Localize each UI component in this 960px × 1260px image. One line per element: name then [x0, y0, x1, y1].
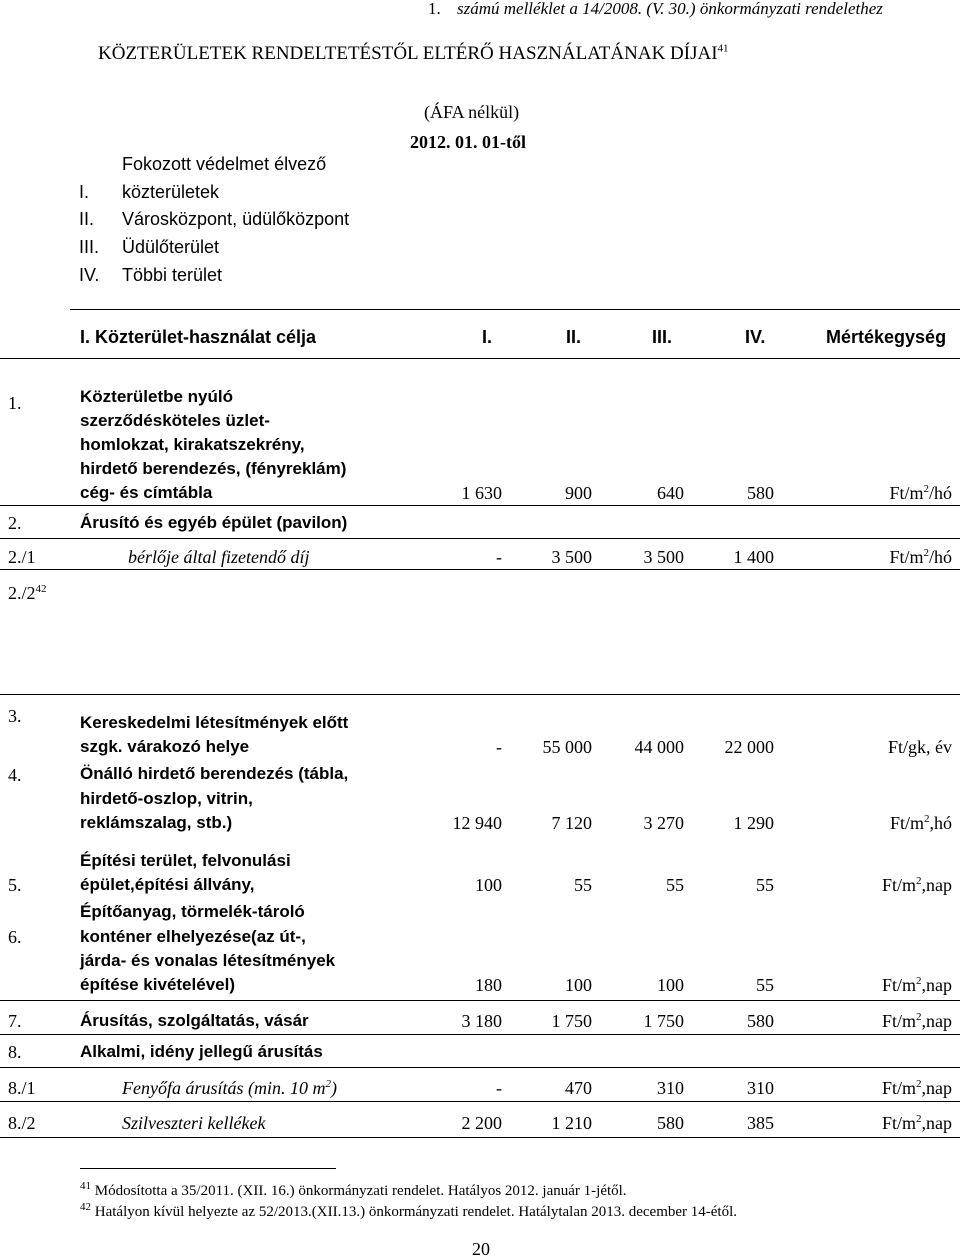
- row-rule: [0, 569, 960, 570]
- row-label: reklámszalag, stb.): [80, 813, 233, 832]
- row-number: $2./2^{42}$: [8, 583, 47, 603]
- row-label: építése kivételével): [80, 975, 235, 994]
- row-number: 5.: [8, 875, 22, 895]
- vat-note: (ÁFA nélkül): [424, 102, 520, 122]
- value-cat-iv: 1 290: [733, 813, 774, 833]
- col-header-purpose: I. Közterület-használat célja: [80, 327, 317, 347]
- value-cat-iv: 385: [747, 1113, 774, 1133]
- col-header-i: I.: [482, 327, 493, 347]
- value-cat-i: 12 940: [452, 813, 502, 833]
- value-cat-ii: 1 210: [551, 1113, 592, 1133]
- value-cat-iv: 1 400: [733, 547, 774, 567]
- value-cat-ii: 100: [565, 975, 592, 995]
- value-cat-i: -: [496, 1078, 502, 1098]
- value-cat-iii: 100: [657, 975, 684, 995]
- col-header-ii: II.: [566, 327, 582, 347]
- category-label: közterületek: [122, 182, 220, 202]
- footnote-42: $^{42}$ Hatályon kívül helyezte az 52/2013.(XII.13.) önkormányzati rendelet. Hatálytalan 2013. december 14-étől.: [80, 1201, 738, 1220]
- page-number: 20: [472, 1239, 490, 1259]
- document-title: KÖZTERÜLETEK RENDELTETÉSTŐL ELTÉRŐ HASZNÁLATÁNAK DÍJAI$^{41}$: [98, 42, 729, 64]
- col-header-iii: III.: [652, 327, 673, 347]
- value-cat-ii: 1 750: [551, 1011, 592, 1031]
- value-cat-ii: 3 500: [551, 547, 592, 567]
- row-label: homlokzat, kirakatszekrény,: [80, 435, 305, 454]
- row-label: Építési terület, felvonulási: [80, 851, 291, 870]
- row-number: 8./1: [8, 1078, 36, 1098]
- value-cat-iv: 55: [756, 975, 774, 995]
- annex-number: 1.: [428, 0, 441, 18]
- row-label: Szilveszteri kellékek: [122, 1113, 266, 1133]
- annex-text: számú melléklet a 14/2008. (V. 30.) önkormányzati rendelethez: [457, 0, 883, 18]
- row-number: 7.: [8, 1011, 22, 1031]
- row-number: 4.: [8, 765, 22, 785]
- row-label: cég- és címtábla: [80, 483, 213, 502]
- footnote-ref-41: 41: [717, 42, 729, 55]
- category-num: I.: [79, 182, 90, 202]
- row-label: szerződésköteles üzlet-: [80, 411, 270, 430]
- row-rule: [0, 1000, 960, 1001]
- value-cat-iii: 44 000: [634, 737, 684, 757]
- row-rule: [0, 1034, 960, 1035]
- value-cat-iv: 580: [747, 483, 774, 503]
- row-rule: [0, 538, 960, 539]
- unit: $Ft/m^2,nap$: [881, 1011, 952, 1031]
- unit: Ft/gk, év: [887, 737, 952, 757]
- row-label: Alkalmi, idény jellegű árusítás: [80, 1042, 323, 1061]
- value-cat-i: 1 630: [461, 483, 502, 503]
- annex-reference: [428, 0, 883, 20]
- value-cat-i: 100: [475, 875, 502, 895]
- value-cat-iii: 310: [657, 1078, 684, 1098]
- row-number: 8./2: [8, 1113, 36, 1133]
- unit: $Ft/m^2,nap$: [881, 1078, 952, 1098]
- row-label: Közterületbe nyúló: [80, 387, 234, 406]
- row-rule: [0, 1067, 960, 1068]
- value-cat-ii: 55 000: [542, 737, 592, 757]
- row-label: konténer elhelyezése(az út-,: [80, 927, 306, 946]
- unit: $Ft/m^2/hó$: [889, 547, 952, 567]
- unit: $Ft/m^2,hó$: [889, 813, 952, 833]
- row-label: Önálló hirdető berendezés (tábla,: [80, 764, 349, 783]
- row-label: hirdető berendezés, (fényreklám): [80, 459, 347, 478]
- row-label: Árusítás, szolgáltatás, vásár: [80, 1011, 309, 1030]
- unit: $Ft/m^2,nap$: [881, 875, 952, 895]
- row-label: Kereskedelmi létesítmények előtt: [80, 713, 349, 732]
- row-label: bérlője által fizetendő díj: [128, 547, 310, 567]
- unit: $Ft/m^2,nap$: [881, 1113, 952, 1133]
- value-cat-iii: 55: [666, 875, 684, 895]
- category-label: Városközpont, üdülőközpont: [122, 209, 350, 229]
- value-cat-i: 2 200: [461, 1113, 502, 1133]
- value-cat-iii: 3 500: [643, 547, 684, 567]
- row-label: szgk. várakozó helye: [80, 737, 250, 756]
- category-num: III.: [79, 237, 100, 257]
- row-label: Építőanyag, törmelék-tároló: [80, 902, 305, 921]
- col-header-unit: Mértékegység: [826, 327, 947, 347]
- category-label: Fokozott védelmet élvező: [122, 154, 327, 174]
- row-number: 6.: [8, 927, 22, 947]
- value-cat-ii: 55: [574, 875, 592, 895]
- value-cat-i: -: [496, 547, 502, 567]
- footnote-41: $^{41}$ Módosította a 35/2011. (XII. 16.) önkormányzati rendelet. Hatályos 2012. január 1-jétől.: [80, 1180, 627, 1199]
- value-cat-iv: 580: [747, 1011, 774, 1031]
- category-label: Többi terület: [122, 265, 223, 285]
- category-label: Üdülőterület: [122, 237, 220, 257]
- value-cat-iii: 580: [657, 1113, 684, 1133]
- row-label: járda- és vonalas létesítmények: [80, 951, 336, 970]
- row-label: épület,építési állvány,: [80, 875, 255, 894]
- row-number: 2.: [8, 513, 22, 533]
- value-cat-i: 3 180: [461, 1011, 502, 1031]
- unit: $Ft/m^2/hó$: [889, 483, 952, 503]
- value-cat-iv: 55: [756, 875, 774, 895]
- row-rule: [0, 694, 960, 695]
- table-top-rule: [70, 309, 960, 310]
- value-cat-i: -: [496, 737, 502, 757]
- row-label: Árusító és egyéb épület (pavilon): [80, 513, 348, 532]
- row-number: 8.: [8, 1042, 22, 1062]
- footnote-ref-42: 42: [35, 583, 47, 595]
- value-cat-iii: 1 750: [643, 1011, 684, 1031]
- value-cat-iv: 310: [747, 1078, 774, 1098]
- effective-date: 2012. 01. 01-től: [410, 132, 526, 152]
- table-header-rule: [0, 358, 960, 359]
- value-cat-iii: 3 270: [643, 813, 684, 833]
- category-num: II.: [79, 209, 95, 229]
- value-cat-iii: 640: [657, 483, 684, 503]
- row-rule: [0, 505, 960, 506]
- row-number: 2./1: [8, 547, 36, 567]
- row-label: Fenyőfa árusítás (min. 10 $m^2$): [122, 1078, 337, 1098]
- row-rule: [0, 1101, 960, 1102]
- value-cat-ii: 7 120: [551, 813, 592, 833]
- row-rule: [0, 1137, 960, 1138]
- row-number: 3.: [8, 706, 22, 726]
- value-cat-iv: 22 000: [724, 737, 774, 757]
- footnote-separator: [80, 1168, 336, 1169]
- value-cat-i: 180: [475, 975, 502, 995]
- row-number: 1.: [8, 393, 22, 413]
- value-cat-ii: 900: [565, 483, 592, 503]
- unit: $Ft/m^2,nap$: [881, 975, 952, 995]
- row-label: hirdető-oszlop, vitrin,: [80, 789, 253, 808]
- value-cat-ii: 470: [565, 1078, 592, 1098]
- category-num: IV.: [79, 265, 100, 285]
- col-header-iv: IV.: [745, 327, 766, 347]
